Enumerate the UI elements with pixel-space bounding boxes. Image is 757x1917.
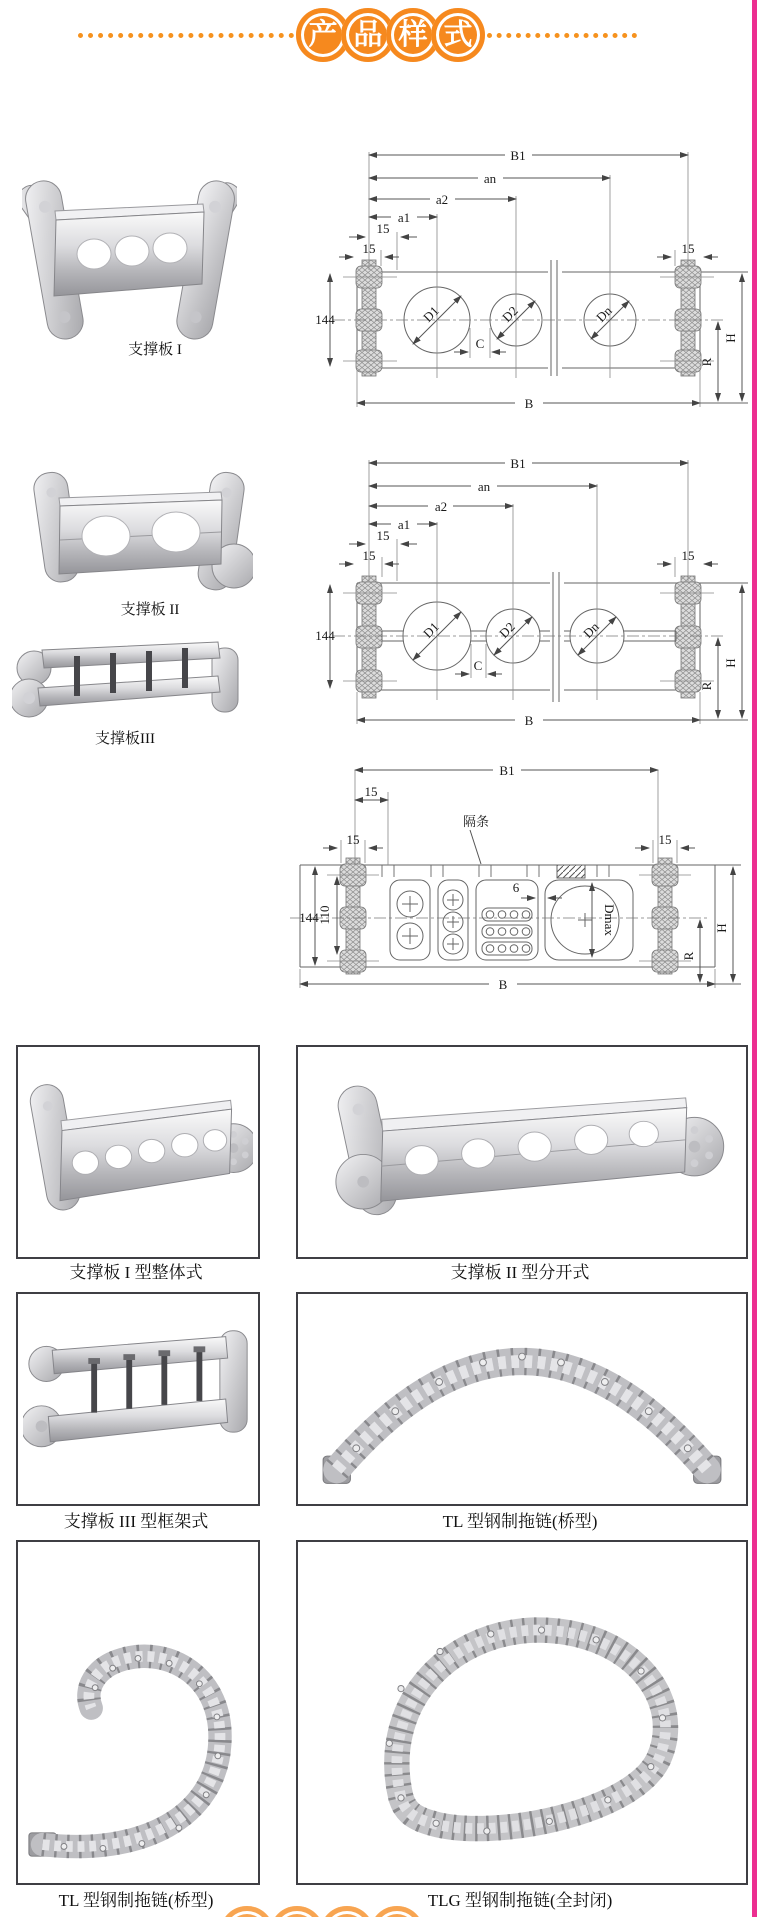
banner-title <box>298 8 483 62</box>
banner-char-1: 产 <box>308 18 338 51</box>
photo-chain-s-curve <box>25 1552 251 1874</box>
dim-c-label: C <box>473 658 483 673</box>
dim-h-label: H <box>723 333 738 343</box>
product-photo-box-plate2 <box>296 1045 748 1259</box>
product-photo-box-plate3 <box>16 1292 260 1506</box>
dim-b-label: B <box>498 977 508 992</box>
next-banner-partial <box>222 1906 552 1917</box>
banner-char-2: 品 <box>353 18 383 51</box>
dim-15-label: 15 <box>362 241 376 256</box>
banner-char-4: 式 <box>443 18 473 51</box>
dim-c-label: C <box>475 336 485 351</box>
technical-drawing-plate-3 <box>245 752 757 997</box>
photo-chain-bridge <box>307 1302 737 1497</box>
product-photo-box-chain-closed <box>296 1540 748 1885</box>
dim-b-label: B <box>524 713 534 728</box>
dim-dmax-label: Dmax <box>602 904 617 936</box>
dim-110-label: 110 <box>317 905 332 925</box>
grid-caption-3: 支撑板 III 型框架式 <box>63 1512 209 1531</box>
photo-plate-type2 <box>312 1057 732 1247</box>
photo-support-plate-2 <box>28 462 253 602</box>
product-photo-box-chain-bridge <box>296 1292 748 1506</box>
dim-15-label: 15 <box>376 528 390 543</box>
dim-b-label: B <box>524 396 534 411</box>
dim-d2-label: D2 <box>499 303 521 325</box>
section-1-caption: 支撑板 I <box>128 342 182 358</box>
dim-h-label: H <box>723 658 738 668</box>
dim-15-label: 15 <box>376 221 390 236</box>
banner-circle <box>270 1906 324 1917</box>
grid-caption-4: TL 型钢制拖链(桥型) <box>442 1512 598 1531</box>
dim-an-label: an <box>477 479 491 494</box>
grid-caption-2: 支撑板 II 型分开式 <box>450 1263 590 1282</box>
technical-drawing-plate-2 <box>245 438 757 738</box>
dim-r-label: R <box>681 951 696 961</box>
dim-b1-label: B1 <box>510 148 526 163</box>
grid-caption-1: 支撑板 I 型整体式 <box>69 1263 203 1282</box>
banner-circle <box>370 1906 424 1917</box>
dim-h-label: H <box>714 923 729 933</box>
banner-circle <box>431 8 485 62</box>
dim-15-label: 15 <box>362 548 376 563</box>
dim-15-label: 15 <box>364 784 378 799</box>
dim-b1-label: B1 <box>510 456 526 471</box>
dim-r-label: R <box>699 681 714 691</box>
product-photo-box-chain-s <box>16 1540 260 1885</box>
dim-dn-label: Dn <box>593 303 615 325</box>
banner-dots-right <box>487 33 637 38</box>
grid-caption-6: TLG 型钢制拖链(全封闭) <box>427 1891 613 1910</box>
dim-144-label: 144 <box>299 910 319 925</box>
dim-15-label: 15 <box>346 832 360 847</box>
dim-a2-label: a2 <box>434 499 448 514</box>
section-2-caption: 支撑板 II <box>120 602 180 618</box>
section-3-caption: 支撑板III <box>95 731 155 747</box>
dim-dn-label: Dn <box>580 619 602 641</box>
dim-15-label: 15 <box>681 548 695 563</box>
photo-support-plate-3 <box>12 628 242 726</box>
dim-15-label: 15 <box>658 832 672 847</box>
dim-a1-label: a1 <box>397 517 411 532</box>
dim-144-label: 144 <box>315 628 335 643</box>
dim-d2-label: D2 <box>496 619 518 641</box>
dim-d1-label: D1 <box>420 303 442 325</box>
dim-144-label: 144 <box>315 312 335 327</box>
dim-d1-label: D1 <box>420 619 442 641</box>
dim-a2-label: a2 <box>435 192 449 207</box>
dim-15-label: 15 <box>681 241 695 256</box>
dim-a1-label: a1 <box>397 210 411 225</box>
grid-caption-5: TL 型钢制拖链(桥型) <box>58 1891 214 1910</box>
photo-support-plate-1 <box>22 158 237 363</box>
photo-plate-type3 <box>23 1301 253 1497</box>
banner-circle <box>320 1906 374 1917</box>
product-photo-box-plate1 <box>16 1045 260 1259</box>
title-banner <box>78 6 684 64</box>
dim-6-label: 6 <box>512 880 520 895</box>
banner-dots-left <box>78 33 294 38</box>
separator-label: 隔条 <box>462 814 490 829</box>
photo-chain-closed-loop <box>307 1552 737 1874</box>
technical-drawing-plate-1 <box>245 110 757 415</box>
banner-char-3: 样 <box>398 18 428 51</box>
banner-circle <box>222 1906 274 1917</box>
dim-an-label: an <box>483 171 497 186</box>
dim-b1-label: B1 <box>499 763 515 778</box>
photo-plate-type1 <box>23 1054 253 1250</box>
dim-r-label: R <box>699 357 714 367</box>
